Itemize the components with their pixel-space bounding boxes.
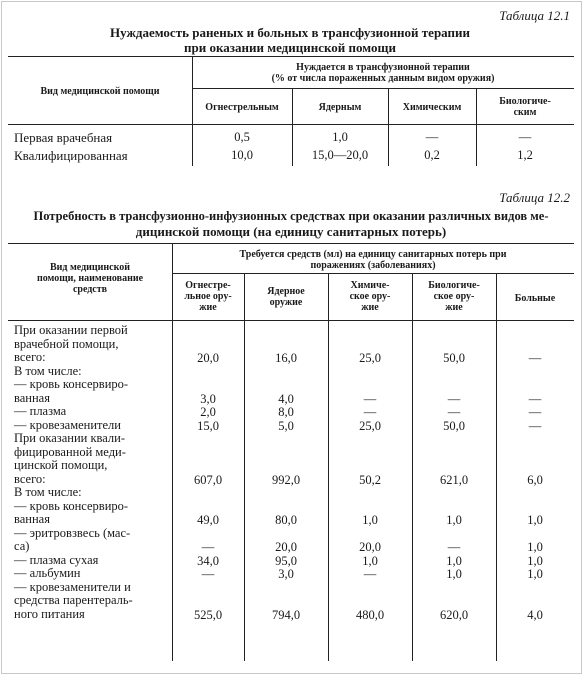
table2-row-label-line: ванная [14,512,50,526]
table2-row-label-line: — плазма сухая [14,552,99,567]
table2-row-label [14,486,82,500]
table1-col-nuclear: Ядерным [318,102,362,113]
table2-group-rule [172,273,574,274]
table2-cell: 794,0 [271,607,301,622]
table2-cell: 1,0 [446,553,462,568]
table2-col-chemical-line1: Химиче- [350,280,390,291]
table2-cell: 50,2 [359,472,381,487]
table2-cell: 49,0 [197,513,219,527]
table2-row-label [14,419,121,433]
table1-cell: 0,5 [234,130,250,144]
table2-col-bio-line2: ское ору- [433,291,475,302]
table2-cell: 3,0 [200,391,216,406]
table2-cell: 1,0 [527,540,543,554]
table2-col-nuclear [244,286,328,308]
table1-group-header [192,62,574,84]
table2-cell: 480,0 [355,607,385,622]
table1-cell: 0,2 [424,148,440,162]
table2-col-chemical-line3: жие [361,302,379,313]
table1-group-header-line2: (% от числа пораженных данным видом оружия) [271,73,495,84]
table2-vline [244,273,245,661]
table2-cell: — [528,351,542,365]
table2-col-bio-line3: жие [445,302,463,313]
table2-row-label-line: врачебной помощи, [14,336,119,351]
table2-group-header-line1: Требуется средств (мл) на единицу санитарных потерь при [239,249,507,260]
table2-row-label-line: всего: [14,471,46,486]
table2-cell: — [363,567,377,581]
table2-cell: 34,0 [197,553,219,568]
table2-cell: 20,0 [359,540,381,554]
table2-cell: 8,0 [278,405,294,419]
table2-row-label-line: — кровезаменители [14,417,121,432]
table1-col-bio-line1: Биологиче- [499,96,551,107]
table2-cell: 16,0 [275,351,297,365]
table2-row-label [14,378,128,405]
table1-cell: 1,2 [517,148,533,162]
table2-cell: 6,0 [527,472,543,487]
table1-row-label: Квалифицированная [14,148,128,163]
table2-row-label-line: — кровь консервиро- [14,498,129,513]
table2-row-label-line: При оказании квали- [14,431,126,445]
table2-row-label-line: — плазма [14,404,67,418]
table2-cell: 15,0 [197,418,219,433]
table1-label: Таблица 12.1 [499,8,570,23]
table2-col-patients: Больные [514,293,556,304]
table2-cell: 1,0 [446,567,462,581]
table1-cell: — [425,130,439,144]
table2-cell: 1,0 [527,553,543,568]
table2-col-nuclear-line2: оружие [269,297,303,308]
table1-top-rule [8,56,574,57]
table2-cell: 1,0 [362,553,378,568]
table2-row-label [14,405,66,419]
table2-row-label-line: цинской помощи, [14,458,108,472]
table2-cell: 607,0 [193,472,223,487]
table2-row-label-line: са) [14,539,30,553]
table1-col-chemical: Химическим [402,102,462,113]
table2-row-label [14,365,82,379]
table2-row-label-line: В том числе: [14,485,82,499]
table2-row-label-line: — кровезаменители и [14,579,131,594]
table2-row-label [14,581,133,622]
table2-col-fire [172,280,244,313]
table2-row-label [14,554,98,568]
table2-cell: 20,0 [197,351,219,365]
table2-cell: — [447,391,461,406]
table2-col-fire-line2: льное ору- [184,291,232,302]
table2-col-type-line1: Вид медицинской [49,262,131,273]
table2-cell: 50,0 [443,418,465,433]
table2-cell: — [528,391,542,406]
table2-row-label [14,527,130,554]
table1-group-header-line1: Нуждается в трансфузионной терапии [296,62,470,73]
table2-cell: — [363,405,377,419]
table2-col-type-line3: средств [72,284,108,295]
table2-cell: 25,0 [359,351,381,365]
table2-row-label-line: всего: [14,350,46,364]
table2-cell: 1,0 [362,513,378,527]
table2-col-chemical [328,280,412,313]
table2-row-label-line: — эритровзвесь (мас- [14,525,131,540]
table2-cell: 20,0 [275,540,297,554]
table2-col-type-line2: помощи, наименование [36,273,144,284]
table2-cell: 3,0 [278,567,294,581]
table1-col-bio [476,96,574,118]
table2-row-label [14,432,126,486]
table2-row-label-line: — альбумин [14,566,81,580]
table1-title [40,25,540,55]
table2-group-header-line2: поражениях (заболеваниях) [310,260,436,271]
table2-row-label-line: фицированной меди- [14,444,126,459]
table2-cell: — [528,418,542,433]
table2-vline [412,273,413,661]
table2-col-type [8,262,172,295]
table1-group-rule [192,88,574,89]
table1-cell: 15,0—20,0 [311,148,369,162]
table2-top-rule [8,243,574,244]
table2-cell: — [528,405,542,419]
table2-cell: — [201,540,215,554]
table2-title-line2: дицинской помощи (на единицу санитарных потерь) [135,224,447,239]
table2-vline [496,273,497,661]
table2-cell: 5,0 [278,418,294,433]
table1-title-line1: Нуждаемость раненых и больных в трансфузионной терапии [110,25,470,40]
table2-cell: 1,0 [527,513,543,527]
table1-col-fire: Огнестрельным [205,102,279,113]
table2-cell: 620,0 [439,607,469,622]
table2-title [8,209,574,239]
table2-row-label [14,500,128,527]
table1-cell: — [518,130,532,144]
table1-cell: 10,0 [231,148,253,162]
table2-cell: 25,0 [359,418,381,433]
table2-col-nuclear-line1: Ядерное [267,286,305,297]
table2-cell: 4,0 [527,607,543,622]
table2-row-label-line: При оказании первой [14,323,128,337]
table2-cell: 2,0 [200,405,216,419]
table2-row-label-line: средства парентераль- [14,593,133,607]
table2-group-header [172,249,574,271]
table2-cell: 621,0 [439,472,469,487]
table2-cell: — [363,391,377,406]
table2-cell: 525,0 [193,607,223,622]
table2-cell: 50,0 [443,351,465,365]
table2-title-line1: Потребность в трансфузионно-инфузионных средствах при оказании различных видов ме- [33,209,549,223]
table2-vline [328,273,329,661]
table2-cell: 1,0 [446,513,462,527]
table2-col-fire-line1: Огнестре- [185,280,231,291]
table1-title-line2: при оказании медицинской помощи [184,40,396,55]
table2-row-label [14,324,128,365]
table1-col-type: Вид медицинской помощи [40,86,160,97]
table2-cell: 80,0 [275,513,297,527]
table2-col-bio [412,280,496,313]
table2-cell: 992,0 [271,472,301,487]
table2-cell: 1,0 [527,567,543,581]
table2-row-label-line: ного питания [14,606,85,621]
table2-col-chemical-line2: ское ору- [349,291,391,302]
table2-col-bio-line1: Биологиче- [428,280,480,291]
table2-header-rule [8,320,574,321]
table1-cell: 1,0 [332,130,348,144]
table1-row-label: Первая врачебная [14,130,113,145]
table2-cell: 95,0 [275,553,297,568]
table2-row-label-line: — кровь консервиро- [14,377,129,391]
table1-header-rule [8,124,574,125]
table2-row-label-line: ванная [14,390,50,405]
table2-cell: — [201,567,215,581]
table2-cell: — [447,540,461,554]
table2-label: Таблица 12.2 [499,190,570,205]
table2-cell: 4,0 [278,391,294,406]
table2-row-label [14,567,80,581]
table2-col-fire-line3: жие [199,302,217,313]
table2-row-label-line: В том числе: [14,363,82,378]
table2-cell: — [447,405,461,419]
table1-col-bio-line2: ским [513,107,537,118]
